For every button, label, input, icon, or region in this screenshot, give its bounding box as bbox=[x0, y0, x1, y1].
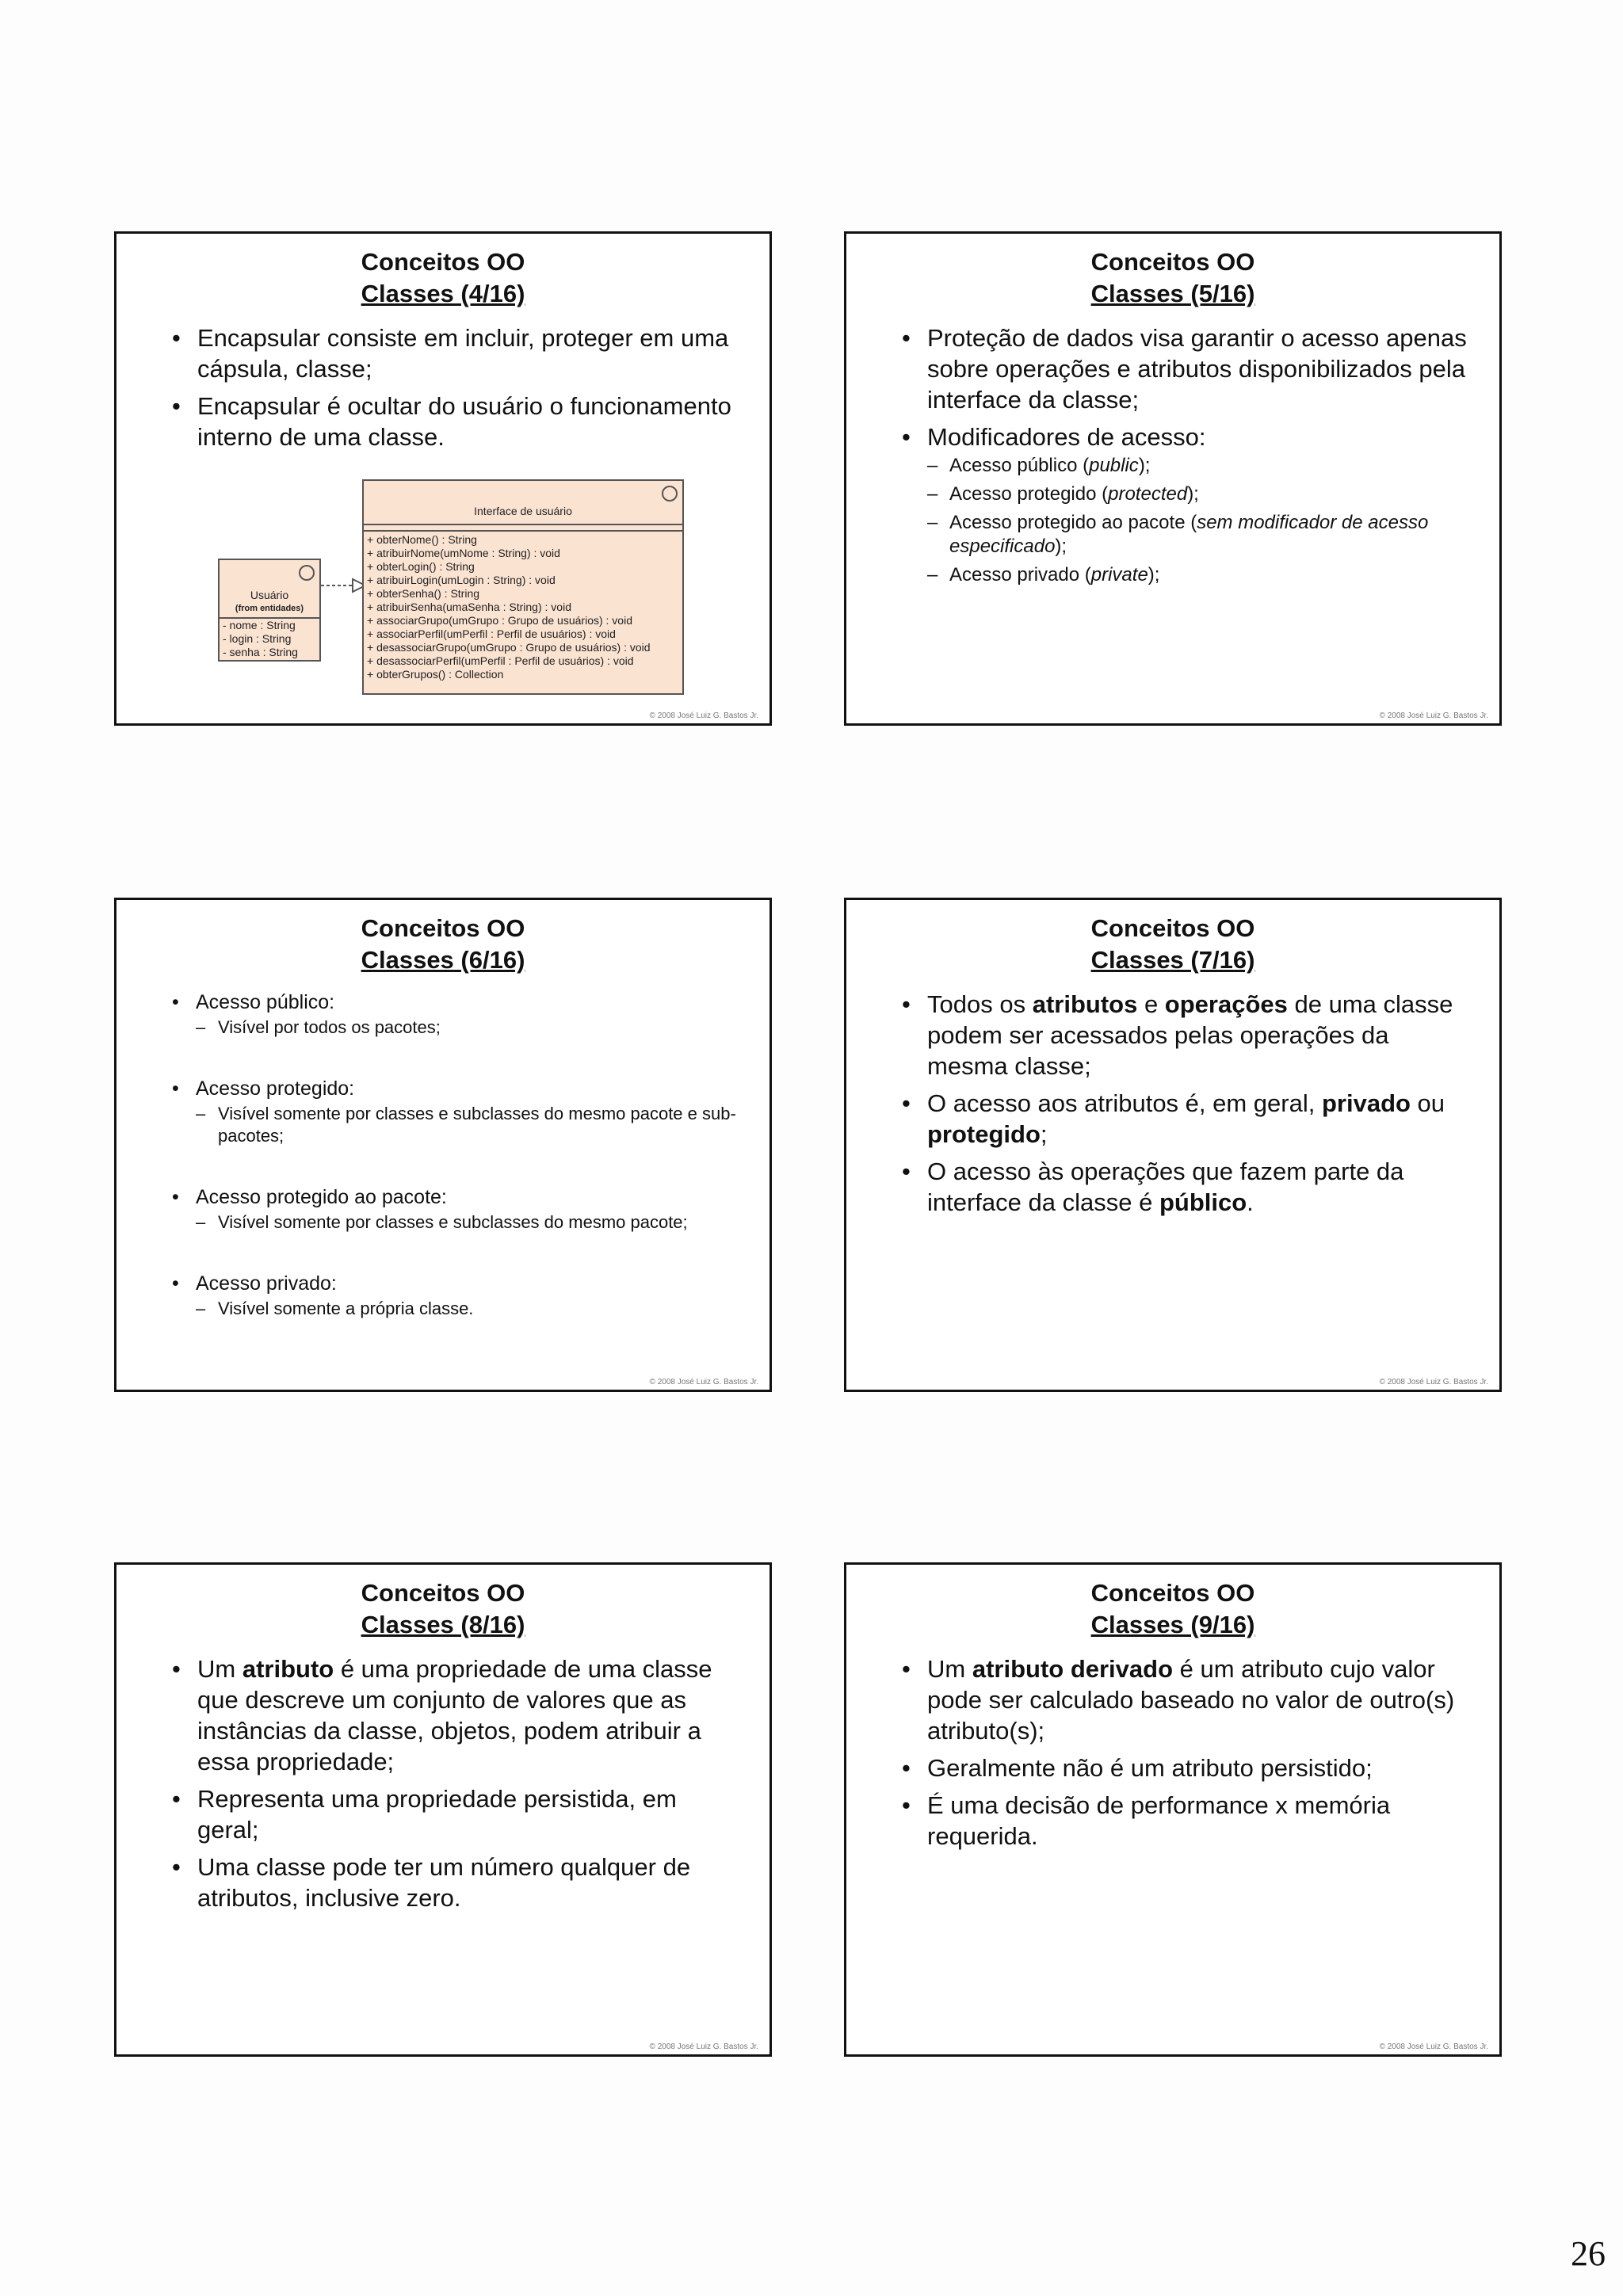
bullet-text: Acesso público: bbox=[196, 991, 335, 1013]
slide-heading: Conceitos OO bbox=[1090, 248, 1255, 276]
slide-classes-4 bbox=[114, 231, 772, 726]
text: ou bbox=[1410, 1089, 1445, 1117]
sub-bullet-list bbox=[196, 1016, 738, 1039]
text: . bbox=[1247, 1188, 1254, 1216]
text: O acesso aos atributos é, em geral, bbox=[927, 1089, 1322, 1117]
bullet-list bbox=[902, 989, 1468, 1218]
slide-subtitle: Classes (4/16) bbox=[361, 280, 525, 307]
slide-title bbox=[116, 1577, 769, 1641]
page-number: 26 bbox=[1571, 2234, 1606, 2273]
realization-arrow bbox=[321, 574, 369, 598]
bullet-item: • Representa uma propriedade persistida, em geral; bbox=[172, 1783, 738, 1845]
bullet-text: Acesso privado: bbox=[196, 1272, 337, 1295]
text: e bbox=[1137, 990, 1165, 1018]
text: de uma classe podem ser acessados pelas operações da mesma classe; bbox=[927, 990, 1453, 1080]
uml-class-package: (from entidades) bbox=[235, 604, 304, 613]
slide-subtitle: Classes (7/16) bbox=[1090, 946, 1255, 974]
bullet-list bbox=[172, 322, 738, 452]
bullet-item: • Geralmente não é um atributo persistido; bbox=[902, 1753, 1468, 1783]
emphasis: private bbox=[1090, 564, 1148, 585]
bold-text: atributo bbox=[242, 1655, 334, 1683]
text: Acesso público ( bbox=[949, 455, 1090, 476]
slide-title bbox=[846, 246, 1499, 310]
bullet-item bbox=[902, 1156, 1468, 1218]
uml-operation: + atribuirSenha(umaSenha : String) : void bbox=[367, 601, 571, 613]
sub-bullet-item bbox=[927, 563, 1468, 587]
text: ); bbox=[1187, 483, 1199, 505]
slide-heading: Conceitos OO bbox=[1090, 1579, 1255, 1607]
sub-bullet-list bbox=[196, 1103, 738, 1147]
text: ); bbox=[1138, 455, 1151, 476]
text: é um atributo cujo valor pode ser calculado baseado no valor de outro(s) atributo(s); bbox=[927, 1655, 1455, 1745]
slide-classes-8 bbox=[114, 1562, 772, 2057]
uml-operation: + atribuirNome(umNome : String) : void bbox=[367, 547, 560, 559]
uml-attribute: - senha : String bbox=[223, 646, 298, 658]
sub-bullet-item: – Visível por todos os pacotes; bbox=[196, 1016, 738, 1039]
uml-operation: + obterNome() : String bbox=[367, 533, 477, 546]
slide-heading: Conceitos OO bbox=[361, 1579, 525, 1607]
uml-operation: + associarGrupo(umGrupo : Grupo de usuários) : void bbox=[367, 614, 632, 627]
copyright: © 2008 José Luiz G. Bastos Jr. bbox=[1379, 2042, 1488, 2051]
bullet-item bbox=[172, 1653, 738, 1777]
slide-classes-9 bbox=[844, 1562, 1502, 2057]
sub-bullet-item: – Visível somente por classes e subclasses do mesmo pacote e sub-pacotes; bbox=[196, 1103, 738, 1147]
bold-text: operações bbox=[1164, 990, 1288, 1018]
slide-subtitle: Classes (8/16) bbox=[361, 1611, 525, 1638]
copyright: © 2008 José Luiz G. Bastos Jr. bbox=[649, 2042, 758, 2051]
copyright: © 2008 José Luiz G. Bastos Jr. bbox=[649, 711, 758, 720]
slide-title bbox=[116, 246, 769, 310]
bullet-list bbox=[902, 322, 1468, 587]
sub-bullet-list bbox=[196, 1211, 738, 1234]
text: ; bbox=[1040, 1120, 1048, 1148]
sub-bullet-item bbox=[927, 454, 1468, 478]
uml-operation: + obterGrupos() : Collection bbox=[367, 668, 504, 681]
slide-title bbox=[116, 913, 769, 976]
sub-bullet-list bbox=[927, 454, 1468, 587]
entity-circle-icon bbox=[299, 565, 315, 581]
slide-subtitle: Classes (9/16) bbox=[1090, 1611, 1255, 1638]
slide-heading: Conceitos OO bbox=[1090, 914, 1255, 942]
uml-operation: + associarPerfil(umPerfil : Perfil de usuários) : void bbox=[367, 627, 616, 640]
uml-attribute: - nome : String bbox=[223, 619, 296, 631]
bullet-item bbox=[172, 990, 738, 1039]
slide-title bbox=[846, 1577, 1499, 1641]
bold-text: atributos bbox=[1032, 990, 1138, 1018]
bullet-text: Acesso protegido: bbox=[196, 1077, 355, 1100]
bullet-item bbox=[902, 989, 1468, 1081]
bullet-item: • Proteção de dados visa garantir o acesso apenas sobre operações e atributos disponibilizados pela interface da classe; bbox=[902, 322, 1468, 415]
text: O acesso às operações que fazem parte da interface da classe é bbox=[927, 1158, 1404, 1216]
emphasis: public bbox=[1089, 455, 1139, 476]
uml-interface-name: Interface de usuário bbox=[474, 505, 572, 517]
copyright: © 2008 José Luiz G. Bastos Jr. bbox=[649, 1378, 758, 1386]
slide-classes-6 bbox=[114, 898, 772, 1392]
text: Todos os bbox=[927, 990, 1033, 1018]
bullet-item: • É uma decisão de performance x memória requerida. bbox=[902, 1790, 1468, 1852]
sub-bullet-item bbox=[927, 482, 1468, 506]
uml-interface-usuario bbox=[362, 479, 684, 695]
copyright: © 2008 José Luiz G. Bastos Jr. bbox=[1379, 1378, 1488, 1386]
slide-title bbox=[846, 913, 1499, 976]
emphasis: protected bbox=[1108, 483, 1188, 505]
text: Um bbox=[197, 1655, 242, 1683]
text: Acesso protegido ao pacote ( bbox=[949, 512, 1197, 533]
slide-heading: Conceitos OO bbox=[361, 914, 525, 942]
uml-operation: + obterSenha() : String bbox=[367, 587, 480, 600]
text: Acesso privado ( bbox=[949, 564, 1091, 585]
interface-circle-icon bbox=[662, 486, 678, 502]
sub-bullet-item: – Visível somente a própria classe. bbox=[196, 1298, 738, 1320]
bullet-list bbox=[172, 1653, 738, 1913]
emphasis: sem modificador de acesso especificado bbox=[949, 512, 1429, 557]
bullet-item: • Encapsular é ocultar do usuário o funcionamento interno de uma classe. bbox=[172, 391, 738, 452]
bullet-text: Acesso protegido ao pacote: bbox=[196, 1186, 447, 1208]
text: ); bbox=[1055, 536, 1067, 557]
bullet-list bbox=[172, 990, 738, 1320]
slide-classes-5 bbox=[844, 231, 1502, 726]
bullet-item bbox=[172, 1185, 738, 1234]
text: é uma propriedade de uma classe que descreve um conjunto de valores que as instâncias da classe, objetos, podem atribuir a essa propriedade; bbox=[197, 1655, 712, 1775]
sub-bullet-list bbox=[196, 1298, 738, 1320]
bullet-item bbox=[172, 1272, 738, 1320]
copyright: © 2008 José Luiz G. Bastos Jr. bbox=[1379, 711, 1488, 720]
slide-subtitle: Classes (6/16) bbox=[361, 946, 525, 974]
uml-operation: + desassociarGrupo(umGrupo : Grupo de usuários) : void bbox=[367, 641, 651, 654]
bullet-text: Modificadores de acesso: bbox=[927, 423, 1206, 451]
uml-operation: + desassociarPerfil(umPerfil : Perfil de usuários) : void bbox=[367, 654, 634, 667]
bullet-list bbox=[902, 1653, 1468, 1852]
bullet-item: • Encapsular consiste em incluir, proteger em uma cápsula, classe; bbox=[172, 322, 738, 384]
bold-text: atributo derivado bbox=[972, 1655, 1174, 1683]
slide-heading: Conceitos OO bbox=[361, 248, 525, 276]
slide-subtitle: Classes (5/16) bbox=[1090, 280, 1255, 307]
sub-bullet-item: – Visível somente por classes e subclasses do mesmo pacote; bbox=[196, 1211, 738, 1234]
bold-text: privado bbox=[1321, 1089, 1411, 1117]
uml-operation: + obterLogin() : String bbox=[367, 560, 475, 573]
uml-attribute: - login : String bbox=[223, 632, 292, 645]
slide-classes-7 bbox=[844, 898, 1502, 1392]
bullet-item bbox=[172, 1077, 738, 1147]
sub-bullet-item bbox=[927, 511, 1468, 559]
bullet-item bbox=[902, 421, 1468, 587]
text: Acesso protegido ( bbox=[949, 483, 1109, 505]
bullet-item: • Uma classe pode ter um número qualquer de atributos, inclusive zero. bbox=[172, 1852, 738, 1913]
uml-operation: + atribuirLogin(umLogin : String) : void bbox=[367, 574, 556, 586]
bullet-item bbox=[902, 1653, 1468, 1746]
bullet-item bbox=[902, 1088, 1468, 1150]
text: ); bbox=[1148, 564, 1160, 585]
uml-class-name: Usuário bbox=[250, 589, 289, 601]
uml-class-usuario bbox=[218, 559, 321, 662]
text: Um bbox=[927, 1655, 972, 1683]
bold-text: público bbox=[1159, 1188, 1247, 1216]
bold-text: protegido bbox=[927, 1120, 1041, 1148]
